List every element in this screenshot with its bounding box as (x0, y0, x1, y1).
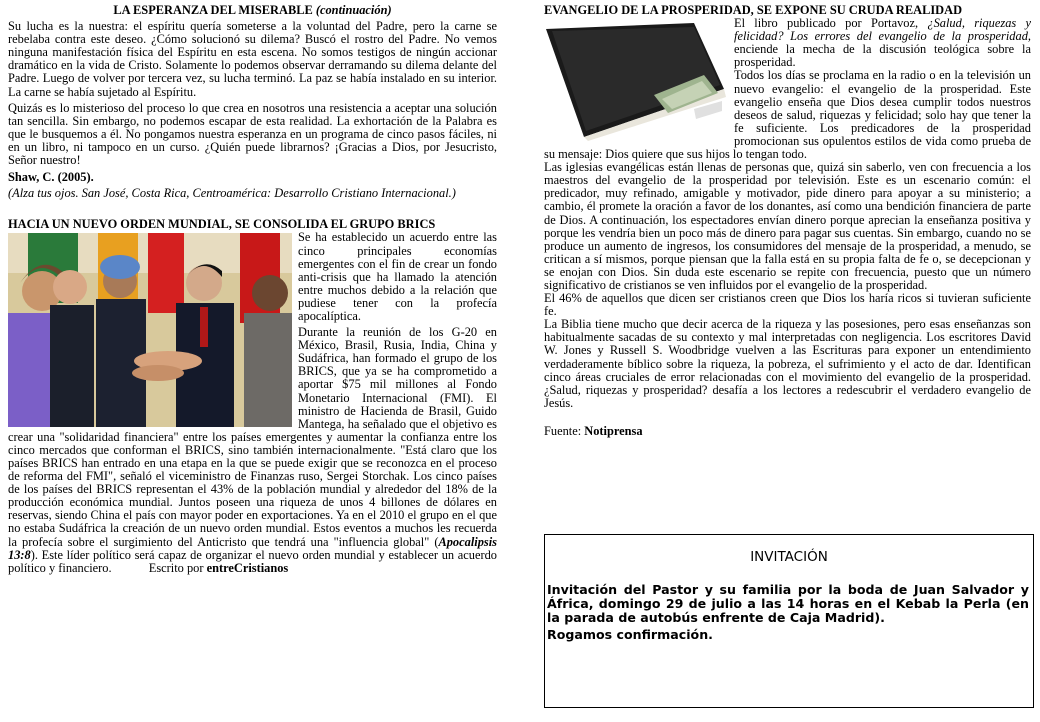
invitation-box (544, 534, 1034, 708)
bible-photo (544, 19, 728, 141)
byline-source: entreCristianos (206, 560, 289, 575)
author-citation: Shaw, C. (2005). (8, 170, 94, 185)
paragraph: Quizás es lo misterioso del proceso lo que crea en nosotros una resistencia a aceptar una solución tan sencilla. Sin embargo, no podemos escapar de esta realidad. La exhortación de la Palabra es que le busquemos a él. No pongamos nuestra esperanza en un programa de cinco pasos fáciles, ni en un libro, ni tampoco en un curso. ¿Quién puede librarnos? ¡Gracias a Dios, por Jesucristo, Señor nuestro! (8, 100, 497, 168)
paragraph: Todos los días se proclama en la radio o en la televisión un nuevo evangelio: el evangelio de la prosperidad. Este evangelio enseña que Dios desea cumplir todos nuestros deseos de salud, riquezas y felicidad; solo hay que tener la fe suficiente. Los predicadores de la prosperidad promocionan sus opulentos estilos de vida como prueba de su mensaje: Dios quiere que sus hijos lo tengan todo. (544, 68, 1031, 162)
left-column (8, 0, 497, 575)
paragraph: Su lucha es la nuestra: el espíritu quería someterse a la voluntad del Padre, pero la carne se rebelaba contra este deseo. ¿Cómo solucionó su dilema? Buscó el rostro del Padre. No vemos ninguna manifestación física del Espíritu en esta escena. No somos testigos de ningún accionar dramático en la vida de Cristo. Solamente lo podemos observar derramando su dilema delante del Padre. Luego de volver por tercera vez, su lucha terminó. La paz se había instalado en su interior. La carne se había sujetado al Espíritu. (8, 19, 497, 99)
brics-illustration (8, 233, 292, 427)
book-title: ¿Salud, riquezas y felicidad? Los errores del evangelio de la prosperidad, (734, 16, 1032, 44)
bible-reference: Apocalipsis 13:8 (8, 534, 497, 562)
paragraph-text: enciende la mecha de la discusión teológica sobre la prosperidad. (734, 42, 1031, 70)
article-title-brics: HACIA UN NUEVO ORDEN MUNDIAL, SE CONSOLIDA EL GRUPO BRICS (8, 217, 436, 232)
title-main: LA ESPERANZA DEL MISERABLE (113, 3, 313, 17)
source-label: Fuente: (544, 423, 585, 438)
brics-leaders-image (8, 233, 292, 427)
source-line (544, 425, 1031, 438)
title-subtitle: (continuación) (315, 3, 392, 17)
paragraph-text: El libro publicado por Portavoz, (734, 16, 928, 31)
byline-label: Escrito por (148, 560, 204, 575)
article-title-esperanza (8, 4, 497, 17)
invitation-confirm: Rogamos confirmación. (547, 627, 713, 643)
paragraph: Las iglesias evangélicas están llenas de personas que, quizá sin saberlo, ven con frecuencia a los maestros del evangelio de la prosperidad por televisión. Este es un escenario común: el predicador, muy refinado, amigable y motivador, pide dinero para apoyar a su ministerio; a cambio, él promete la oración a favor de los donantes, así como una bendición financiera de parte de Dios. A continuación, los espectadores envían dinero porque aprecian la enseñanza positiva y porque les vendría bien un poco más de dinero para pagar sus cuentas. Sin embargo, cuando no se produce un aumento de ingresos, los consumidores del mensaje de la prosperidad, a menudo, se critican a sí mismos, porque piensan que la falla está en su propia falta de fe o, se decepcionan y se enojan con Dios. Sin duda este escenario se repite con frecuencia, puesto que un número significativo de cristianos se ven influidos por el evangelio de la prosperidad. (544, 160, 1031, 292)
source-name: Notiprensa (584, 423, 643, 438)
invitation-body: Invitación del Pastor y su familia por la boda de Juan Salvador y África, domingo 29 de julio a las 14 horas en el Kebab la Perla (en la parada de autobús enfrente de Caja Madrid). (547, 582, 1029, 626)
bible-illustration (544, 19, 728, 141)
right-column (544, 0, 1031, 438)
paragraph-text: Durante la reunión de los G-20 en México, Brasil, Rusia, India, China y Sudáfrica, han formado el grupo de los BRICS, que ya se ha comprometido a aportar $75 mil millones al Fondo Monetario Internacional (FMI). El ministro de Hacienda de Brasil, Guido Mantega, ha señalado que el objetivo es crear una "solidaridad financiera" entre los países emergentes y aumentar la confianza entre los cinco mercados que conforman el BRICS, sino también internacionalmente. "Está claro que los países BRICS han entrado en una etapa en la que se puede exigir que se reconozca en el proceso de reforma del FMI", señaló el viceministro de Finanzas ruso, Sergei Storchak. Los cinco países de los países del BRICS representan el 43% de la población mundial y alrededor del 18% de la producción económica mundial. Juntos poseen una riqueza de unos 4 billones de dólares en reservas, siendo China el país con mayor poder en exportaciones. Ya en el 2010 el grupo en el que no estaba Sudáfrica la creación de un nuevo orden mundial. Estos eventos a muchos les recuerda la profecía sobre el surgimiento del Anticristo que tendrá una "influencia global" ( (8, 325, 497, 549)
article-title-prosperidad: EVANGELIO DE LA PROSPERIDAD, SE EXPONE SU CRUDA REALIDAD (544, 3, 963, 17)
bible-dollar-image (544, 19, 728, 141)
paragraph: El 46% de aquellos que dicen ser cristianos creen que Dios los haría ricos si tuvieran suficiente fe. (544, 291, 1031, 319)
invitation-title: INVITACIÓN (750, 549, 828, 565)
brics-photo (8, 233, 292, 427)
paragraph: La Biblia tiene mucho que decir acerca de la riqueza y las posesiones, pero esas enseñanzas son habitualmente sacadas de su contexto y mal interpretadas con negligencia. Los escritores David W. Jones y Russell S. Woodbridge vuelven a las Escrituras para exponer un entendimiento verdaderamente bíblico sobre la riqueza, la pobreza, el sufrimiento y el acto de dar. Identifican cinco áreas cruciales de error relacionadas con el movimiento del evangelio de la prosperidad. ¿Salud, riquezas y prosperidad? desafía a los lectores a redescubrir el verdadero evangelio de Jesús. (544, 317, 1031, 410)
source-citation: (Alza tus ojos. San José, Costa Rica, Centroamérica: Desarrollo Cristiano Internacional.) (8, 186, 456, 201)
paragraph: Se ha establecido un acuerdo entre las cinco principales economías emergentes con el fin de crear un fondo anti-crisis que ha llamado la atención entre muchos debido a la relación que pudiese tener con la profecía apocalíptica. (298, 230, 497, 323)
paragraph-text: ). Este líder político será capaz de organizar el nuevo orden mundial y establecer un acuerdo político y financiero. (8, 547, 497, 575)
